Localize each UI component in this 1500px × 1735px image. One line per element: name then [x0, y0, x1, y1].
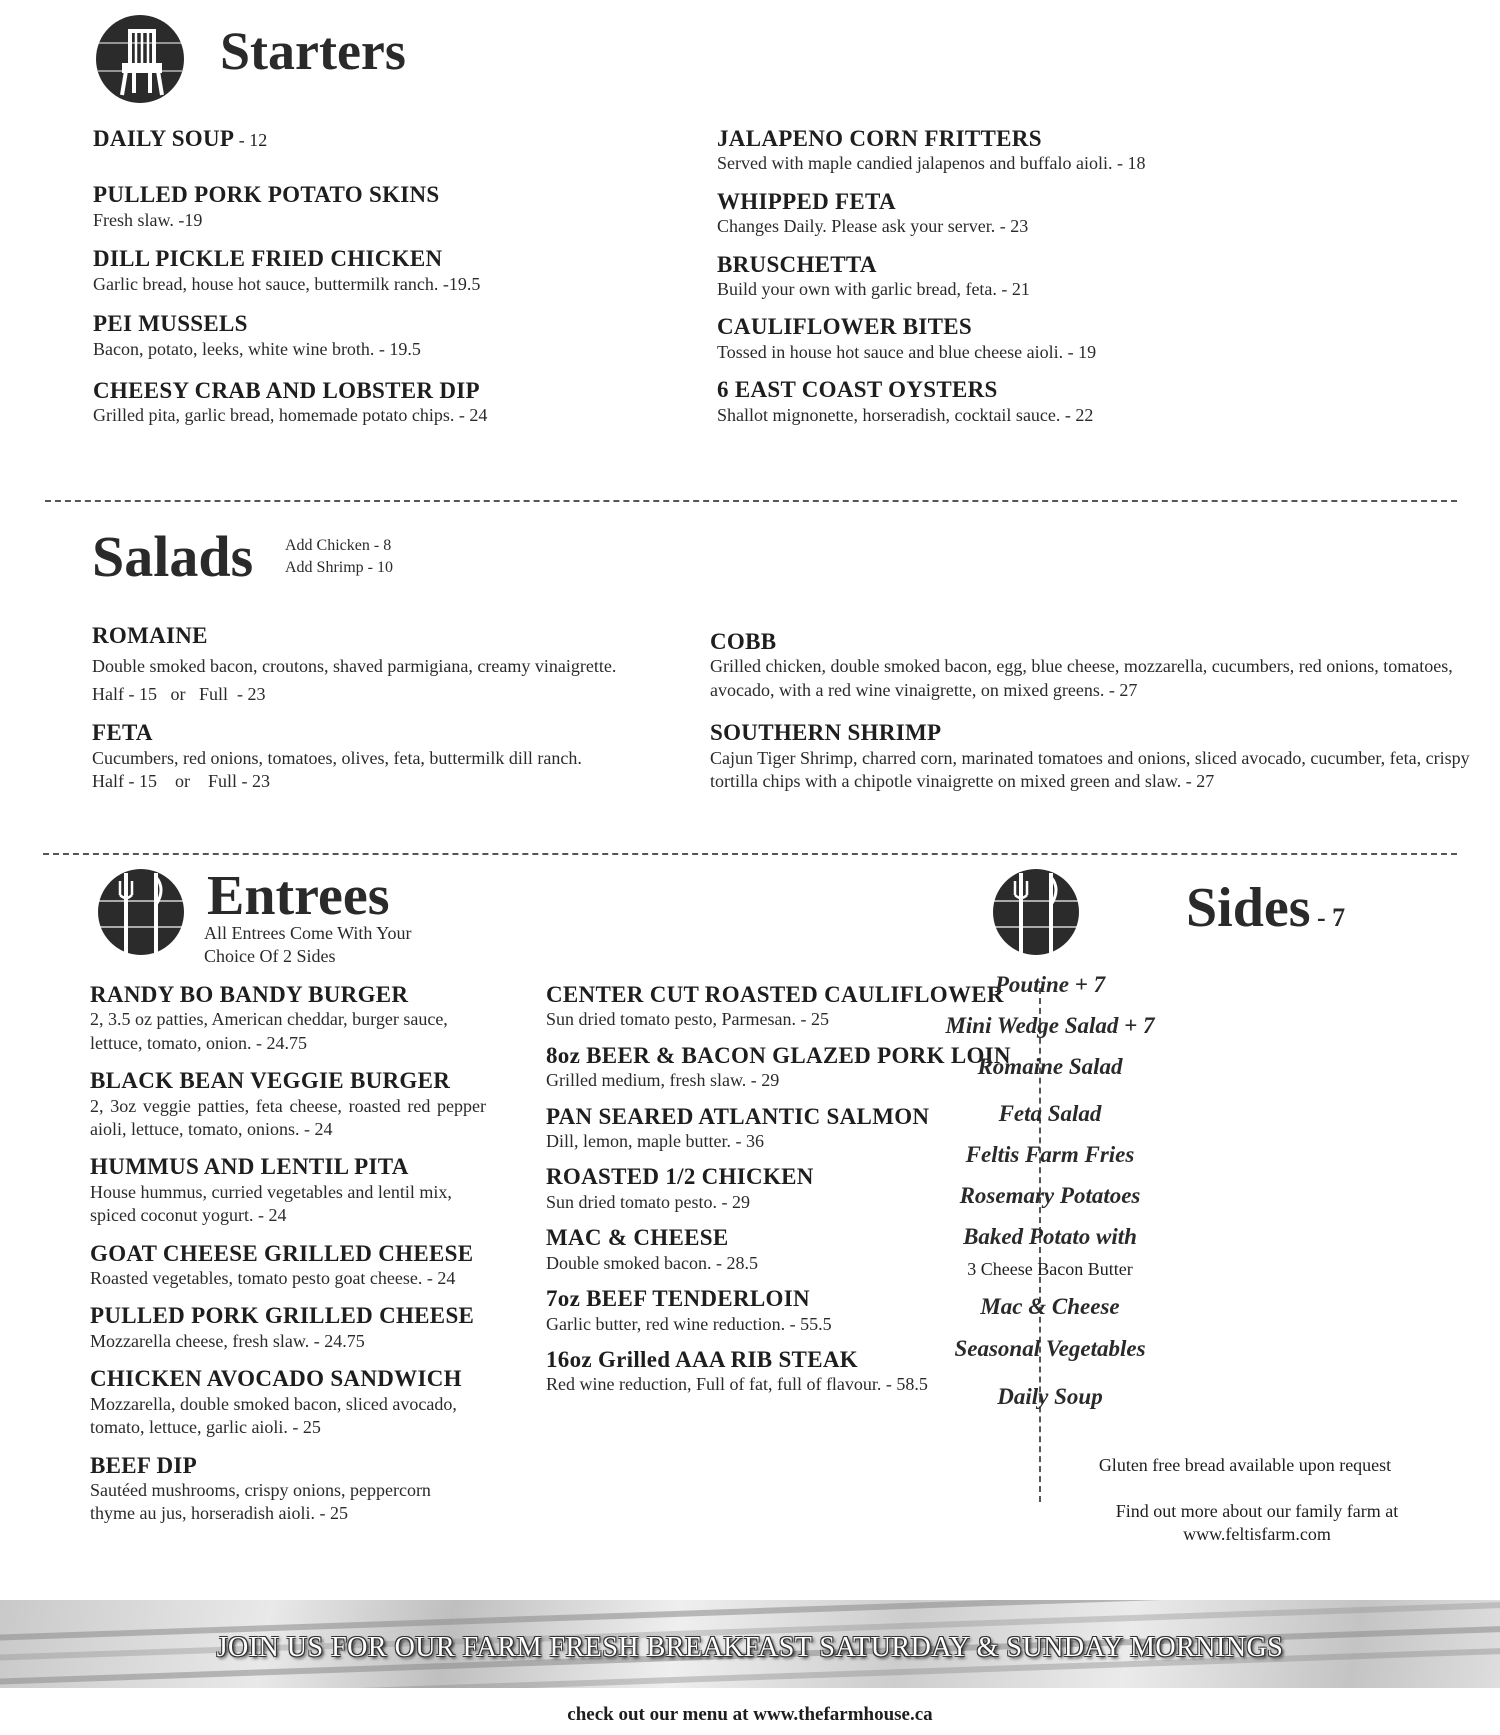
item-name: SOUTHERN SHRIMP — [710, 720, 942, 746]
farm-note-line1: Find out more about our family farm at — [1115, 1501, 1399, 1521]
item-desc: Changes Daily. Please ask your server. - 23 — [717, 216, 1029, 237]
menu-item — [717, 314, 1437, 364]
farm-note-line2: www.feltisfarm.com — [1183, 1524, 1331, 1544]
item-desc: 2, 3oz veggie patties, feta cheese, roasted red pepper aioli, lettuce, tomato, onions. - 24 — [90, 1095, 486, 1140]
sides-price: - 7 — [1310, 903, 1346, 932]
item-name: COBB — [710, 629, 777, 654]
item-name: RANDY BO BANDY BURGER — [90, 982, 409, 1007]
menu-item — [93, 182, 693, 232]
item-desc: Garlic butter, red wine reduction. - 55.5 — [546, 1313, 832, 1334]
item-name: 8oz BEER & BACON GLAZED PORK LOIN — [546, 1042, 1011, 1068]
item-name: PEI MUSSELS — [93, 311, 248, 337]
menu-item — [90, 1303, 486, 1353]
side-item: Baked Potato with — [963, 1224, 1137, 1249]
item-desc: Double smoked bacon. - 28.5 — [546, 1252, 758, 1273]
item-desc: 2, 3.5 oz patties, American cheddar, burger sauce, lettuce, tomato, onion. - 24.75 — [90, 1009, 448, 1053]
item-name: 16oz Grilled AAA RIB STEAK — [546, 1346, 858, 1372]
item-desc: Roasted vegetables, tomato pesto goat cheese. - 24 — [90, 1268, 456, 1289]
side-item: Poutine + 7 — [994, 972, 1106, 997]
side-item: Mac & Cheese — [980, 1294, 1120, 1319]
starters-left-column — [93, 126, 693, 428]
menu-item — [717, 377, 1437, 427]
menu-item — [717, 252, 1437, 302]
item-name: CHICKEN AVOCADO SANDWICH — [90, 1366, 462, 1392]
item-name: BEEF DIP — [90, 1452, 197, 1478]
item-name: ROASTED 1/2 CHICKEN — [546, 1164, 814, 1190]
side-item: Daily Soup — [997, 1384, 1103, 1409]
menu-item — [93, 311, 693, 361]
sides-heading — [1186, 877, 1346, 939]
salads-left-column — [92, 623, 712, 793]
item-name: WHIPPED FETA — [717, 188, 896, 214]
entrees-subtitle-line2: Choice Of 2 Sides — [204, 946, 336, 966]
menu-item — [90, 982, 486, 1055]
menu-item — [93, 126, 693, 152]
item-name: BRUSCHETTA — [717, 251, 877, 277]
menu-item — [93, 246, 693, 296]
item-desc: Bacon, potato, leeks, white wine broth. - 19.5 — [93, 338, 421, 359]
item-desc: Build your own with garlic bread, feta. - 21 — [717, 279, 1030, 300]
item-desc: Mozzarella cheese, fresh slaw. - 24.75 — [90, 1330, 365, 1351]
item-desc: Fresh slaw. -19 — [93, 209, 203, 230]
item-name: PULLED PORK GRILLED CHEESE — [90, 1303, 475, 1329]
item-desc: Dill, lemon, maple butter. - 36 — [546, 1131, 764, 1152]
item-desc: Shallot mignonette, horseradish, cocktail sauce. - 22 — [717, 404, 1094, 425]
item-desc: Mozzarella, double smoked bacon, sliced avocado, tomato, lettuce, garlic aioli. - 25 — [90, 1393, 457, 1438]
side-item: Rosemary Potatoes — [959, 1183, 1141, 1208]
item-desc: Grilled pita, garlic bread, homemade potato chips. - 24 — [93, 405, 488, 426]
side-item: Mini Wedge Salad + 7 — [945, 1013, 1155, 1038]
item-sizes: Half - 15 or Full - 23 — [92, 771, 270, 792]
menu-item — [90, 1366, 486, 1439]
side-item: Seasonal Vegetables — [954, 1336, 1146, 1361]
item-name: ROMAINE — [92, 623, 208, 648]
menu-item — [710, 629, 1470, 702]
section-divider — [45, 500, 1457, 502]
footer-banner — [0, 1600, 1500, 1688]
fork-knife-icon — [991, 867, 1081, 957]
gluten-free-note: Gluten free bread available upon request — [1098, 1455, 1392, 1475]
item-name: FETA — [92, 720, 153, 746]
website-link[interactable]: check out our menu at www.thefarmhouse.ca — [567, 1704, 933, 1725]
item-desc: Double smoked bacon, croutons, shaved parmigiana, creamy vinaigrette. — [92, 656, 617, 677]
item-name: 7oz BEEF TENDERLOIN — [546, 1286, 810, 1312]
item-desc: Cucumbers, red onions, tomatoes, olives, feta, buttermilk dill ranch. — [92, 747, 582, 768]
item-price: - 12 — [234, 130, 268, 150]
menu-item — [90, 1068, 486, 1141]
item-name: GOAT CHEESE GRILLED CHEESE — [90, 1240, 474, 1266]
item-desc: Grilled chicken, double smoked bacon, egg, blue cheese, mozzarella, cucumbers, red onions, tomatoes, avocado, with a red wine vinaigrette, on mixed greens. - 27 — [710, 656, 1453, 700]
starters-title: Starters — [220, 21, 406, 81]
item-desc: House hummus, curried vegetables and lentil mix, spiced coconut yogurt. - 24 — [90, 1181, 452, 1226]
sides-title: Sides — [1186, 877, 1311, 939]
item-name: BLACK BEAN VEGGIE BURGER — [90, 1068, 451, 1094]
menu-item — [710, 720, 1470, 793]
entrees-left-column — [90, 982, 486, 1526]
item-desc: Tossed in house hot sauce and blue cheese aioli. - 19 — [717, 341, 1097, 362]
item-name: CAULIFLOWER BITES — [717, 314, 972, 340]
salads-title: Salads — [92, 524, 254, 589]
item-name: PULLED PORK POTATO SKINS — [93, 182, 440, 208]
item-name: MAC & CHEESE — [546, 1225, 729, 1251]
breakfast-banner-text: JOIN US FOR OUR FARM FRESH BREAKFAST SATURDAY & SUNDAY MORNINGS — [216, 1632, 1284, 1663]
salads-add-shrimp: Add Shrimp - 10 — [285, 559, 393, 576]
item-desc: Cajun Tiger Shrimp, charred corn, marinated tomatoes and onions, sliced avocado, cucumber, feta, crispy tortilla chips with a chipotle vinaigrette on mixed green and slaw. - 27 — [710, 747, 1470, 792]
item-sizes: Half - 15 or Full - 23 — [92, 683, 266, 704]
menu-item — [717, 189, 1437, 239]
item-name: CENTER CUT ROASTED CAULIFLOWER — [546, 982, 1004, 1007]
item-desc: Red wine reduction, Full of fat, full of flavour. - 58.5 — [546, 1374, 928, 1395]
salads-add-chicken: Add Chicken - 8 — [285, 537, 392, 554]
fork-knife-icon — [96, 867, 186, 957]
section-divider — [43, 853, 1457, 855]
menu-item — [93, 378, 693, 428]
item-name: CHEESY CRAB AND LOBSTER DIP — [93, 377, 480, 403]
item-desc: Garlic bread, house hot sauce, buttermilk ranch. -19.5 — [93, 273, 481, 294]
menu-item — [92, 623, 712, 706]
side-item-note: 3 Cheese Bacon Butter — [967, 1259, 1133, 1279]
chair-icon — [94, 13, 186, 105]
item-name: DAILY SOUP — [93, 126, 235, 151]
side-item: Romaine Salad — [977, 1054, 1123, 1079]
item-name: DILL PICKLE FRIED CHICKEN — [93, 246, 443, 272]
item-desc: Served with maple candied jalapenos and buffalo aioli. - 18 — [717, 153, 1146, 174]
item-name: 6 EAST COAST OYSTERS — [717, 377, 998, 403]
item-name: PAN SEARED ATLANTIC SALMON — [546, 1103, 930, 1129]
entrees-subtitle-line1: All Entrees Come With Your — [204, 923, 412, 943]
item-desc: Sautéed mushrooms, crispy onions, peppercorn thyme au jus, horseradish aioli. - 25 — [90, 1479, 431, 1524]
menu-item — [90, 1154, 486, 1227]
menu-item — [90, 1453, 486, 1526]
side-item: Feltis Farm Fries — [965, 1142, 1135, 1167]
side-item: Feta Salad — [998, 1101, 1102, 1126]
menu-item — [90, 1241, 486, 1291]
salads-right-column — [710, 629, 1470, 793]
menu-item — [717, 126, 1437, 176]
item-desc: Sun dried tomato pesto, Parmesan. - 25 — [546, 1009, 829, 1030]
item-desc: Sun dried tomato pesto. - 29 — [546, 1191, 750, 1212]
entrees-title: Entrees — [207, 865, 390, 927]
menu-item — [92, 720, 712, 793]
item-name: HUMMUS AND LENTIL PITA — [90, 1154, 409, 1180]
item-desc: Grilled medium, fresh slaw. - 29 — [546, 1070, 780, 1091]
item-name: JALAPENO CORN FRITTERS — [717, 126, 1042, 151]
starters-right-column — [717, 126, 1437, 427]
